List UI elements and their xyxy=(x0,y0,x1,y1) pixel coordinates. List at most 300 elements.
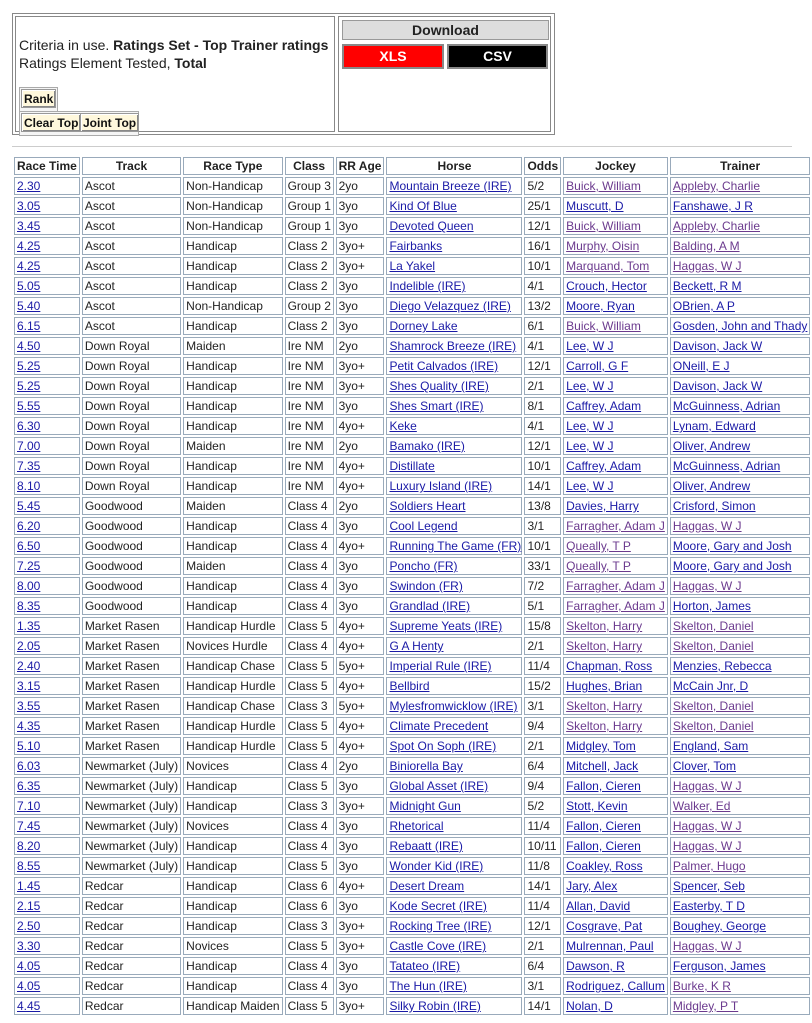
cell-type: Handicap xyxy=(183,977,282,995)
cell-trainer xyxy=(670,517,811,535)
cell-horse xyxy=(386,877,522,895)
trainer-link[interactable]: Haggas, W J xyxy=(672,839,742,853)
cell-trainer xyxy=(670,377,811,395)
jockey-link[interactable]: Fallon, Cieren xyxy=(566,779,641,793)
trainer-link[interactable]: McGuinness, Adrian xyxy=(672,459,781,473)
time-link[interactable]: 3.45 xyxy=(17,219,41,233)
horse-link[interactable]: Tatateo (IRE) xyxy=(389,959,461,973)
horse-link[interactable]: Poncho (FR) xyxy=(389,559,458,573)
cell-trainer xyxy=(670,557,811,575)
horse-link[interactable]: Running The Game (FR) xyxy=(389,539,522,553)
horse-link[interactable]: Desert Dream xyxy=(389,879,465,893)
jockey-link[interactable]: Muscutt, D xyxy=(566,199,624,213)
cell-jockey xyxy=(563,457,668,475)
time-link[interactable]: 5.10 xyxy=(17,739,41,753)
trainer-link[interactable]: Haggas, W J xyxy=(672,259,742,273)
cell-odds: 4/1 xyxy=(524,417,561,435)
trainer-link[interactable]: Crisford, Simon xyxy=(672,499,756,513)
time-link[interactable]: 6.30 xyxy=(17,419,41,433)
jockey-link[interactable]: Lee, W J xyxy=(566,379,614,393)
trainer-link[interactable]: Beckett, R M xyxy=(672,279,742,293)
trainer-link[interactable]: Balding, A M xyxy=(672,239,740,253)
table-row xyxy=(14,677,810,695)
time-link[interactable]: 3.15 xyxy=(17,679,41,693)
cell-track: Ascot xyxy=(82,317,181,335)
time-link[interactable]: 7.00 xyxy=(17,439,41,453)
cell-time xyxy=(14,757,80,775)
horse-link[interactable]: Shes Quality (IRE) xyxy=(389,379,489,393)
jockey-link[interactable]: Chapman, Ross xyxy=(566,659,653,673)
cell-age: 3yo xyxy=(336,977,385,995)
horse-link[interactable]: Midnight Gun xyxy=(389,799,461,813)
time-link[interactable]: 8.20 xyxy=(17,839,41,853)
cell-trainer xyxy=(670,957,811,975)
cell-trainer xyxy=(670,757,811,775)
cell-odds: 14/1 xyxy=(524,997,561,1015)
clear-top-button[interactable]: Clear Top xyxy=(21,113,81,132)
time-link[interactable]: 1.45 xyxy=(17,879,41,893)
jockey-link[interactable]: Buick, William xyxy=(566,179,641,193)
time-link[interactable]: 7.25 xyxy=(17,559,41,573)
time-link[interactable]: 2.30 xyxy=(17,179,41,193)
cell-track: Market Rasen xyxy=(82,697,181,715)
cell-class: Class 5 xyxy=(285,737,334,755)
trainer-link[interactable]: Midgley, P T xyxy=(672,999,739,1013)
cell-type: Non-Handicap xyxy=(183,177,282,195)
horse-link[interactable]: Swindon (FR) xyxy=(389,579,463,593)
csv-download-button[interactable]: CSV xyxy=(447,44,548,69)
cell-class: Class 4 xyxy=(285,557,334,575)
jockey-link[interactable]: Farragher, Adam J xyxy=(566,519,665,533)
cell-type: Novices xyxy=(183,757,282,775)
time-link[interactable]: 5.25 xyxy=(17,359,41,373)
cell-track: Goodwood xyxy=(82,577,181,595)
jockey-link[interactable]: Davies, Harry xyxy=(566,499,639,513)
horse-link[interactable]: Climate Precedent xyxy=(389,719,489,733)
trainer-link[interactable]: Burke, K R xyxy=(672,979,731,993)
cell-track: Ascot xyxy=(82,297,181,315)
trainer-link[interactable]: Palmer, Hugo xyxy=(672,859,746,873)
trainer-link[interactable]: Ferguson, James xyxy=(672,959,766,973)
cell-jockey xyxy=(563,197,668,215)
time-link[interactable]: 5.05 xyxy=(17,279,41,293)
cell-time xyxy=(14,297,80,315)
cell-horse xyxy=(386,817,522,835)
trainer-link[interactable]: Haggas, W J xyxy=(672,939,742,953)
cell-track: Goodwood xyxy=(82,497,181,515)
cell-age: 3yo xyxy=(336,817,385,835)
horse-link[interactable]: Silky Robin (IRE) xyxy=(389,999,481,1013)
jockey-link[interactable]: Skelton, Harry xyxy=(566,719,643,733)
cell-horse xyxy=(386,997,522,1015)
horse-link[interactable]: Rhetorical xyxy=(389,819,444,833)
cell-time xyxy=(14,877,80,895)
cell-trainer xyxy=(670,297,811,315)
time-link[interactable]: 7.35 xyxy=(17,459,41,473)
jockey-link[interactable]: Midgley, Tom xyxy=(566,739,636,753)
cell-trainer xyxy=(670,837,811,855)
cell-track: Market Rasen xyxy=(82,617,181,635)
cell-age: 3yo xyxy=(336,517,385,535)
cell-jockey xyxy=(563,757,668,775)
cell-class: Class 5 xyxy=(285,677,334,695)
time-link[interactable]: 6.20 xyxy=(17,519,41,533)
jockey-link[interactable]: Jary, Alex xyxy=(566,879,618,893)
cell-time xyxy=(14,577,80,595)
horse-link[interactable]: Shamrock Breeze (IRE) xyxy=(389,339,517,353)
cell-jockey xyxy=(563,177,668,195)
jockey-link[interactable]: Marquand, Tom xyxy=(566,259,650,273)
time-link[interactable]: 4.25 xyxy=(17,259,41,273)
trainer-link[interactable]: Moore, Gary and Josh xyxy=(672,559,792,573)
cell-odds: 12/1 xyxy=(524,437,561,455)
horse-link[interactable]: Indelible (IRE) xyxy=(389,279,466,293)
trainer-link[interactable]: Horton, James xyxy=(672,599,751,613)
table-row xyxy=(14,797,810,815)
time-link[interactable]: 4.05 xyxy=(17,959,41,973)
trainer-link[interactable]: Clover, Tom xyxy=(672,759,736,773)
cell-track: Down Royal xyxy=(82,477,181,495)
trainer-link[interactable]: Davison, Jack W xyxy=(672,379,763,393)
cell-trainer xyxy=(670,177,811,195)
horse-link[interactable]: Imperial Rule (IRE) xyxy=(389,659,492,673)
element-value: Total xyxy=(174,55,207,71)
jockey-link[interactable]: Cosgrave, Pat xyxy=(566,919,643,933)
horse-link[interactable]: Devoted Queen xyxy=(389,219,474,233)
cell-jockey xyxy=(563,237,668,255)
trainer-link[interactable]: Haggas, W J xyxy=(672,579,742,593)
horse-link[interactable]: Distillate xyxy=(389,459,435,473)
cell-age: 3yo+ xyxy=(336,237,385,255)
cell-trainer xyxy=(670,457,811,475)
jockey-link[interactable]: Murphy, Oisin xyxy=(566,239,640,253)
jockey-link[interactable]: Caffrey, Adam xyxy=(566,399,642,413)
cell-age: 4yo+ xyxy=(336,537,385,555)
time-link[interactable]: 6.15 xyxy=(17,319,41,333)
criteria-prefix: Criteria in use. xyxy=(19,37,110,53)
jockey-link[interactable]: Allan, David xyxy=(566,899,631,913)
cell-age: 3yo+ xyxy=(336,357,385,375)
trainer-link[interactable]: Skelton, Daniel xyxy=(672,619,754,633)
time-link[interactable]: 8.00 xyxy=(17,579,41,593)
time-link[interactable]: 7.10 xyxy=(17,799,41,813)
horse-link[interactable]: Diego Velazquez (IRE) xyxy=(389,299,511,313)
jockey-link[interactable]: Mulrennan, Paul xyxy=(566,939,654,953)
trainer-link[interactable]: OBrien, A P xyxy=(672,299,735,313)
time-link[interactable]: 6.03 xyxy=(17,759,41,773)
cell-class: Group 1 xyxy=(285,217,334,235)
cell-jockey xyxy=(563,997,668,1015)
cell-trainer xyxy=(670,917,811,935)
cell-class: Ire NM xyxy=(285,357,334,375)
trainer-link[interactable]: Appleby, Charlie xyxy=(672,179,761,193)
time-link[interactable]: 6.35 xyxy=(17,779,41,793)
cell-time xyxy=(14,437,80,455)
horse-link[interactable]: Global Asset (IRE) xyxy=(389,779,489,793)
cell-type: Handicap Hurdle xyxy=(183,737,282,755)
jockey-link[interactable]: Stott, Kevin xyxy=(566,799,628,813)
jockey-link[interactable]: Lee, W J xyxy=(566,339,614,353)
time-link[interactable]: 2.50 xyxy=(17,919,41,933)
horse-link[interactable]: Spot On Soph (IRE) xyxy=(389,739,497,753)
horse-link[interactable]: Supreme Yeats (IRE) xyxy=(389,619,503,633)
cell-trainer xyxy=(670,357,811,375)
jockey-link[interactable]: Skelton, Harry xyxy=(566,619,643,633)
cell-class: Class 5 xyxy=(285,937,334,955)
cell-jockey xyxy=(563,417,668,435)
trainer-link[interactable]: Easterby, T D xyxy=(672,899,745,913)
time-link[interactable]: 5.45 xyxy=(17,499,41,513)
cell-type: Handicap Chase xyxy=(183,657,282,675)
jockey-link[interactable]: Farragher, Adam J xyxy=(566,599,665,613)
horse-link[interactable]: Biniorella Bay xyxy=(389,759,463,773)
cell-horse xyxy=(386,537,522,555)
jockey-link[interactable]: Fallon, Cieren xyxy=(566,819,641,833)
jockey-link[interactable]: Skelton, Harry xyxy=(566,699,643,713)
jockey-link[interactable]: Mitchell, Jack xyxy=(566,759,639,773)
jockey-link[interactable]: Queally, T P xyxy=(566,559,631,573)
trainer-link[interactable]: Gosden, John and Thady xyxy=(672,319,808,333)
horse-link[interactable]: The Hun (IRE) xyxy=(389,979,467,993)
trainer-link[interactable]: Skelton, Daniel xyxy=(672,699,754,713)
cell-track: Newmarket (July) xyxy=(82,837,181,855)
cell-horse xyxy=(386,357,522,375)
cell-type: Novices Hurdle xyxy=(183,637,282,655)
horse-link[interactable]: Wonder Kid (IRE) xyxy=(389,859,484,873)
cell-odds: 9/4 xyxy=(524,777,561,795)
cell-odds: 13/2 xyxy=(524,297,561,315)
time-link[interactable]: 5.25 xyxy=(17,379,41,393)
cell-jockey xyxy=(563,777,668,795)
trainer-link[interactable]: Oliver, Andrew xyxy=(672,479,751,493)
horse-link[interactable]: Mylesfromwicklow (IRE) xyxy=(389,699,518,713)
jockey-link[interactable]: Buick, William xyxy=(566,219,641,233)
cell-jockey xyxy=(563,877,668,895)
cell-time xyxy=(14,357,80,375)
jockey-link[interactable]: Lee, W J xyxy=(566,479,614,493)
cell-odds: 12/1 xyxy=(524,217,561,235)
jockey-link[interactable]: Lee, W J xyxy=(566,419,614,433)
trainer-link[interactable]: Moore, Gary and Josh xyxy=(672,539,792,553)
cell-track: Market Rasen xyxy=(82,717,181,735)
jockey-link[interactable]: Lee, W J xyxy=(566,439,614,453)
cell-age: 4yo+ xyxy=(336,617,385,635)
jockey-link[interactable]: Buick, William xyxy=(566,319,641,333)
time-link[interactable]: 2.05 xyxy=(17,639,41,653)
trainer-link[interactable]: Skelton, Daniel xyxy=(672,639,754,653)
cell-time xyxy=(14,497,80,515)
trainer-link[interactable]: ONeill, E J xyxy=(672,359,730,373)
horse-link[interactable]: Cool Legend xyxy=(389,519,458,533)
cell-age: 5yo+ xyxy=(336,697,385,715)
cell-trainer xyxy=(670,477,811,495)
cell-jockey xyxy=(563,897,668,915)
cell-type: Handicap Hurdle xyxy=(183,677,282,695)
horse-link[interactable]: Rocking Tree (IRE) xyxy=(389,919,492,933)
horse-link[interactable]: La Yakel xyxy=(389,259,436,273)
cell-horse xyxy=(386,917,522,935)
cell-age: 4yo+ xyxy=(336,877,385,895)
time-link[interactable]: 7.45 xyxy=(17,819,41,833)
cell-time xyxy=(14,997,80,1015)
trainer-link[interactable]: England, Sam xyxy=(672,739,749,753)
time-link[interactable]: 3.05 xyxy=(17,199,41,213)
horse-link[interactable]: Kind Of Blue xyxy=(389,199,457,213)
cell-class: Ire NM xyxy=(285,337,334,355)
cell-class: Ire NM xyxy=(285,377,334,395)
cell-time xyxy=(14,917,80,935)
cell-horse xyxy=(386,637,522,655)
cell-time xyxy=(14,317,80,335)
cell-type: Handicap Chase xyxy=(183,697,282,715)
cell-class: Class 5 xyxy=(285,717,334,735)
trainer-link[interactable]: Haggas, W J xyxy=(672,819,742,833)
cell-odds: 13/8 xyxy=(524,497,561,515)
column-header-class: Class xyxy=(285,157,334,175)
jockey-link[interactable]: Farragher, Adam J xyxy=(566,579,665,593)
time-link[interactable]: 8.35 xyxy=(17,599,41,613)
time-link[interactable]: 5.55 xyxy=(17,399,41,413)
jockey-link[interactable]: Carroll, G F xyxy=(566,359,629,373)
horse-link[interactable]: Fairbanks xyxy=(389,239,443,253)
cell-type: Novices xyxy=(183,817,282,835)
cell-horse xyxy=(386,797,522,815)
cell-jockey xyxy=(563,717,668,735)
cell-class: Ire NM xyxy=(285,457,334,475)
jockey-link[interactable]: Dawson, R xyxy=(566,959,625,973)
trainer-link[interactable]: Fanshawe, J R xyxy=(672,199,753,213)
cell-trainer xyxy=(670,937,811,955)
trainer-link[interactable]: McGuinness, Adrian xyxy=(672,399,781,413)
time-link[interactable]: 4.25 xyxy=(17,239,41,253)
cell-time xyxy=(14,837,80,855)
cell-age: 4yo+ xyxy=(336,677,385,695)
time-link[interactable]: 8.55 xyxy=(17,859,41,873)
cell-type: Handicap Hurdle xyxy=(183,717,282,735)
time-link[interactable]: 3.30 xyxy=(17,939,41,953)
time-link[interactable]: 4.35 xyxy=(17,719,41,733)
trainer-link[interactable]: Davison, Jack W xyxy=(672,339,763,353)
trainer-link[interactable]: Appleby, Charlie xyxy=(672,219,761,233)
jockey-link[interactable]: Moore, Ryan xyxy=(566,299,635,313)
jockey-link[interactable]: Caffrey, Adam xyxy=(566,459,642,473)
joint-top-button[interactable]: Joint Top xyxy=(80,113,139,132)
jockey-link[interactable]: Nolan, D xyxy=(566,999,613,1013)
horse-link[interactable]: G A Henty xyxy=(389,639,444,653)
table-row xyxy=(14,777,810,795)
time-link[interactable]: 5.40 xyxy=(17,299,41,313)
horse-link[interactable]: Castle Cove (IRE) xyxy=(389,939,487,953)
time-link[interactable]: 8.10 xyxy=(17,479,41,493)
xls-download-button[interactable]: XLS xyxy=(342,44,444,69)
trainer-link[interactable]: Oliver, Andrew xyxy=(672,439,751,453)
cell-jockey xyxy=(563,797,668,815)
horse-link[interactable]: Bamako (IRE) xyxy=(389,439,465,453)
horse-link[interactable]: Bellbird xyxy=(389,679,430,693)
trainer-link[interactable]: Skelton, Daniel xyxy=(672,719,754,733)
horse-link[interactable]: Luxury Island (IRE) xyxy=(389,479,493,493)
horse-link[interactable]: Kode Secret (IRE) xyxy=(389,899,487,913)
trainer-link[interactable]: Haggas, W J xyxy=(672,519,742,533)
cell-class: Class 3 xyxy=(285,697,334,715)
cell-odds: 25/1 xyxy=(524,197,561,215)
horse-link[interactable]: Grandlad (IRE) xyxy=(389,599,471,613)
cell-age: 3yo xyxy=(336,897,385,915)
cell-type: Maiden xyxy=(183,497,282,515)
cell-track: Ascot xyxy=(82,217,181,235)
time-link[interactable]: 4.05 xyxy=(17,979,41,993)
table-row xyxy=(14,397,810,415)
cell-type: Handicap xyxy=(183,517,282,535)
cell-type: Handicap xyxy=(183,897,282,915)
rank-button[interactable]: Rank xyxy=(21,89,56,108)
trainer-link[interactable]: Boughey, George xyxy=(672,919,767,933)
horse-link[interactable]: Rebaatt (IRE) xyxy=(389,839,463,853)
table-row xyxy=(14,997,810,1015)
time-link[interactable]: 6.50 xyxy=(17,539,41,553)
horse-link[interactable]: Petit Calvados (IRE) xyxy=(389,359,499,373)
cell-jockey xyxy=(563,937,668,955)
cell-type: Handicap xyxy=(183,857,282,875)
cell-jockey xyxy=(563,397,668,415)
table-row xyxy=(14,957,810,975)
jockey-link[interactable]: Coakley, Ross xyxy=(566,859,643,873)
horse-link[interactable]: Shes Smart (IRE) xyxy=(389,399,484,413)
jockey-link[interactable]: Rodriguez, Callum xyxy=(566,979,665,993)
cell-age: 3yo xyxy=(336,957,385,975)
jockey-link[interactable]: Hughes, Brian xyxy=(566,679,643,693)
cell-class: Class 3 xyxy=(285,917,334,935)
trainer-link[interactable]: Spencer, Seb xyxy=(672,879,745,893)
cell-odds: 11/4 xyxy=(524,817,561,835)
horse-link[interactable]: Dorney Lake xyxy=(389,319,458,333)
cell-horse xyxy=(386,497,522,515)
trainer-link[interactable]: McCain Jnr, D xyxy=(672,679,749,693)
time-link[interactable]: 4.45 xyxy=(17,999,41,1013)
time-link[interactable]: 4.50 xyxy=(17,339,41,353)
cell-trainer xyxy=(670,397,811,415)
cell-jockey xyxy=(563,317,668,335)
trainer-link[interactable]: Haggas, W J xyxy=(672,779,742,793)
trainer-link[interactable]: Menzies, Rebecca xyxy=(672,659,772,673)
cell-odds: 14/1 xyxy=(524,877,561,895)
time-link[interactable]: 3.55 xyxy=(17,699,41,713)
cell-trainer xyxy=(670,317,811,335)
time-link[interactable]: 2.40 xyxy=(17,659,41,673)
table-row xyxy=(14,617,810,635)
cell-type: Non-Handicap xyxy=(183,197,282,215)
trainer-link[interactable]: Walker, Ed xyxy=(672,799,731,813)
cell-time xyxy=(14,337,80,355)
races-table xyxy=(12,155,812,1017)
horse-link[interactable]: Soldiers Heart xyxy=(389,499,466,513)
horse-link[interactable]: Mountain Breeze (IRE) xyxy=(389,179,512,193)
cell-type: Handicap xyxy=(183,877,282,895)
trainer-link[interactable]: Lynam, Edward xyxy=(672,419,756,433)
jockey-link[interactable]: Skelton, Harry xyxy=(566,639,643,653)
jockey-link[interactable]: Fallon, Cieren xyxy=(566,839,641,853)
time-link[interactable]: 2.15 xyxy=(17,899,41,913)
cell-age: 3yo+ xyxy=(336,937,385,955)
time-link[interactable]: 1.35 xyxy=(17,619,41,633)
jockey-link[interactable]: Crouch, Hector xyxy=(566,279,647,293)
table-row xyxy=(14,597,810,615)
cell-type: Handicap Hurdle xyxy=(183,617,282,635)
horse-link[interactable]: Keke xyxy=(389,419,417,433)
cell-time xyxy=(14,217,80,235)
jockey-link[interactable]: Queally, T P xyxy=(566,539,631,553)
cell-class: Class 2 xyxy=(285,317,334,335)
